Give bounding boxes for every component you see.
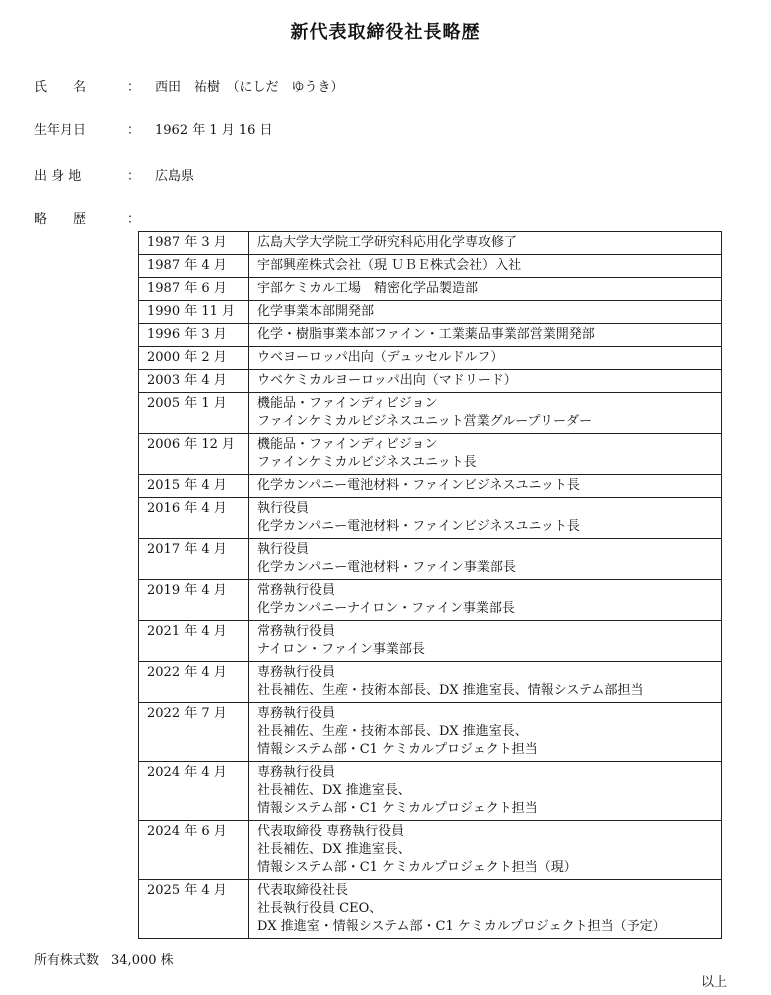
history-description <box>249 475 722 498</box>
history-line: 常務執行役員 <box>257 583 336 598</box>
history-date: 2024 年 6 月 <box>139 821 249 880</box>
history-date: 2022 年 4 月 <box>139 662 249 703</box>
history-line: ウベヨーロッパ出向（デュッセルドルフ） <box>257 350 504 365</box>
history-row <box>139 662 722 703</box>
history-description <box>249 498 722 539</box>
history-date: 2005 年 1 月 <box>139 393 249 434</box>
shares-label: 所有株式数 <box>34 953 100 968</box>
history-line: 常務執行役員 <box>257 624 336 639</box>
history-row <box>139 880 722 939</box>
history-line: 機能品・ファインディビジョン <box>257 396 438 411</box>
history-description <box>249 539 722 580</box>
history-line: 情報システム部・C1 ケミカルプロジェクト担当 <box>257 801 538 816</box>
history-colon: ： <box>127 212 141 227</box>
history-date: 2015 年 4 月 <box>139 475 249 498</box>
history-description <box>249 232 722 255</box>
history-description <box>249 662 722 703</box>
history-description <box>249 621 722 662</box>
history-description <box>249 255 722 278</box>
history-line: 化学事業本部開発部 <box>257 304 375 319</box>
page-title: 新代表取締役社長略歴 <box>290 22 481 43</box>
history-date: 1987 年 3 月 <box>139 232 249 255</box>
history-line: 社長補佐、生産・技術本部長、DX 推進室長、 <box>257 724 528 739</box>
history-line: 執行役員 <box>257 542 310 557</box>
closing-mark: 以上 <box>701 975 728 990</box>
history-row <box>139 434 722 475</box>
history-line: ウベケミカルヨーロッパ出向（マドリード） <box>257 373 517 388</box>
history-description <box>249 434 722 475</box>
history-description <box>249 393 722 434</box>
history-row <box>139 621 722 662</box>
shares-value: 34,000 株 <box>111 953 174 968</box>
history-line: 情報システム部・C1 ケミカルプロジェクト担当（現） <box>257 860 577 875</box>
history-description <box>249 324 722 347</box>
history-row <box>139 762 722 821</box>
history-line: 宇部ケミカル工場 精密化学品製造部 <box>257 281 479 296</box>
history-date: 2003 年 4 月 <box>139 370 249 393</box>
history-description <box>249 880 722 939</box>
history-row <box>139 370 722 393</box>
history-row <box>139 301 722 324</box>
history-line: 社長補佐、DX 推進室長、 <box>257 842 411 857</box>
history-date: 2021 年 4 月 <box>139 621 249 662</box>
history-row <box>139 393 722 434</box>
name-colon: ： <box>127 80 141 95</box>
shareholding <box>34 949 174 968</box>
history-row <box>139 475 722 498</box>
history-date: 1987 年 4 月 <box>139 255 249 278</box>
history-description <box>249 347 722 370</box>
history-row <box>139 347 722 370</box>
history-line: DX 推進室・情報システム部・C1 ケミカルプロジェクト担当（予定） <box>257 919 666 934</box>
history-row <box>139 255 722 278</box>
history-description <box>249 278 722 301</box>
name-label: 氏 名 <box>34 80 87 95</box>
history-description <box>249 821 722 880</box>
birthplace-value: 広島県 <box>155 169 195 184</box>
history-line: 化学カンパニー電池材料・ファインビジネスユニット長 <box>257 478 580 493</box>
history-date: 2000 年 2 月 <box>139 347 249 370</box>
history-line: 執行役員 <box>257 501 310 516</box>
history-line: 社長補佐、DX 推進室長、 <box>257 783 411 798</box>
history-line: 化学カンパニー電池材料・ファインビジネスユニット長 <box>257 519 580 534</box>
birthdate-value: 1962 年 1 月 16 日 <box>155 123 273 138</box>
birthdate-label: 生年月日 <box>34 123 87 138</box>
history-line: 宇部興産株式会社（現 ＵＢＥ株式会社）入社 <box>257 258 522 273</box>
history-description <box>249 703 722 762</box>
birthplace-label: 出 身 地 <box>34 169 82 184</box>
history-date: 1987 年 6 月 <box>139 278 249 301</box>
history-row <box>139 278 722 301</box>
history-line: ファインケミカルビジネスユニット長 <box>257 455 477 470</box>
history-row <box>139 498 722 539</box>
history-description <box>249 762 722 821</box>
history-row <box>139 821 722 880</box>
history-line: 専務執行役員 <box>257 706 336 721</box>
history-line: 社長執行役員 CEO、 <box>257 901 383 916</box>
history-date: 2025 年 4 月 <box>139 880 249 939</box>
history-line: 代表取締役 専務執行役員 <box>257 824 405 839</box>
history-line: 情報システム部・C1 ケミカルプロジェクト担当 <box>257 742 538 757</box>
history-line: 社長補佐、生産・技術本部長、DX 推進室長、情報システム部担当 <box>257 683 644 698</box>
history-row <box>139 539 722 580</box>
history-date: 2017 年 4 月 <box>139 539 249 580</box>
history-date: 2024 年 4 月 <box>139 762 249 821</box>
history-date: 2006 年 12 月 <box>139 434 249 475</box>
history-date: 2016 年 4 月 <box>139 498 249 539</box>
history-line: 専務執行役員 <box>257 765 336 780</box>
birthdate-colon: ： <box>127 123 141 138</box>
history-line: 広島大学大学院工学研究科応用化学専攻修了 <box>257 235 518 250</box>
career-history-table <box>138 231 722 939</box>
history-line: 機能品・ファインディビジョン <box>257 437 438 452</box>
history-row <box>139 232 722 255</box>
history-line: ナイロン・ファイン事業部長 <box>257 642 425 657</box>
history-description <box>249 301 722 324</box>
birthplace-colon: ： <box>127 169 141 184</box>
history-line: 化学カンパニーナイロン・ファイン事業部長 <box>257 601 515 616</box>
history-row <box>139 324 722 347</box>
history-label: 略 歴 <box>34 212 87 227</box>
name-value: 西田 祐樹 （にしだ ゆうき） <box>155 80 344 95</box>
history-line: 代表取締役社長 <box>257 883 349 898</box>
history-date: 2019 年 4 月 <box>139 580 249 621</box>
history-line: ファインケミカルビジネスユニット営業グループリーダー <box>257 414 593 429</box>
history-row <box>139 580 722 621</box>
history-description <box>249 370 722 393</box>
history-description <box>249 580 722 621</box>
history-line: 専務執行役員 <box>257 665 336 680</box>
history-date: 2022 年 7 月 <box>139 703 249 762</box>
history-line: 化学カンパニー電池材料・ファイン事業部長 <box>257 560 516 575</box>
history-line: 化学・樹脂事業本部ファイン・工業薬品事業部営業開発部 <box>257 327 595 342</box>
history-row <box>139 703 722 762</box>
history-date: 1996 年 3 月 <box>139 324 249 347</box>
history-date: 1990 年 11 月 <box>139 301 249 324</box>
